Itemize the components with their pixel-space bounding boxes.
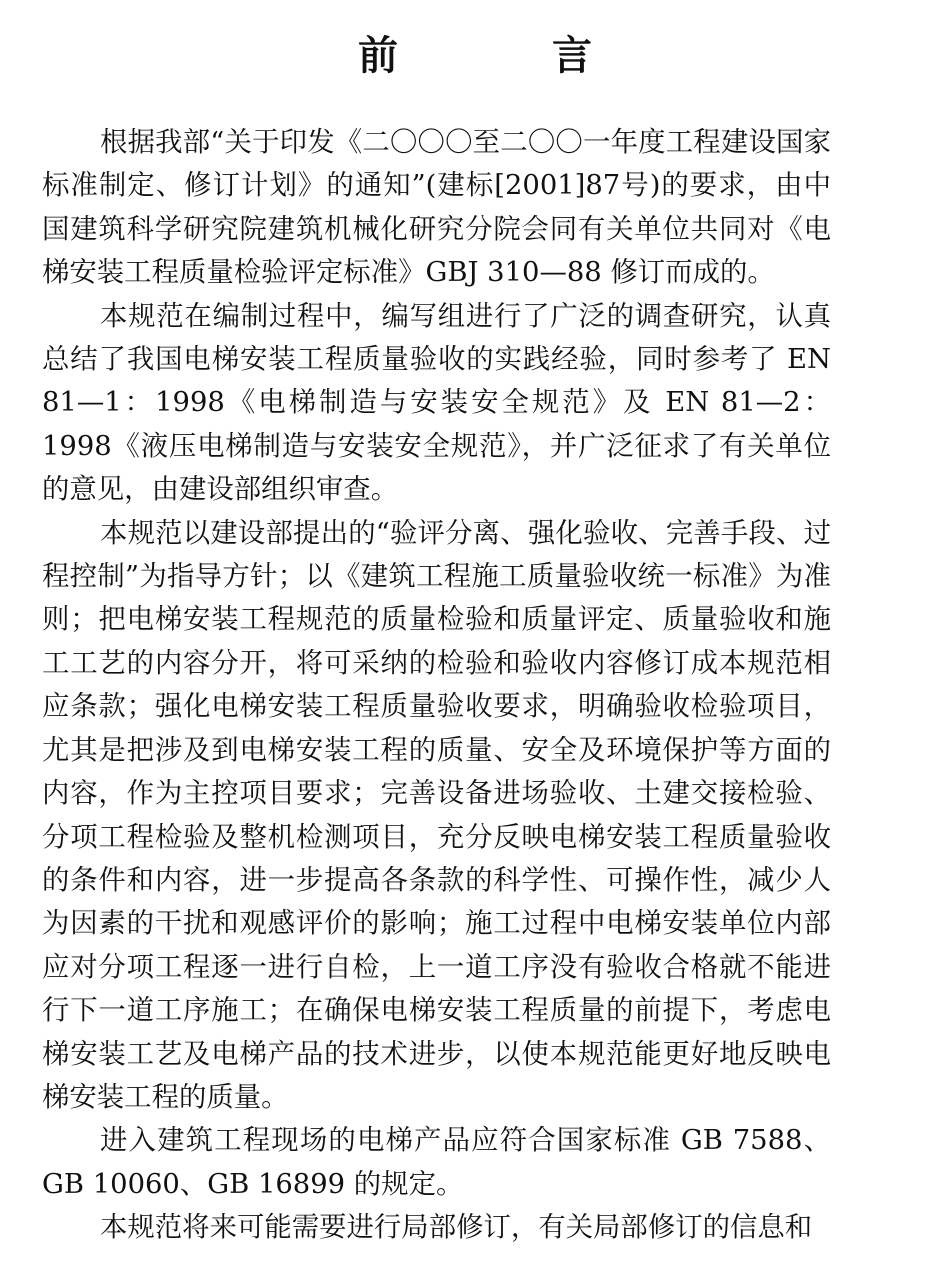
paragraph: 根据我部“关于印发《二〇〇〇至二〇〇一年度工程建设国家标准制定、修订计划》的通知”(建标[2001]87号)的要求，由中国建筑科学研究院建筑机械化研究分院会同有关单位共同对《电梯安装工程质量检验评定标准》GBJ 310—88 修订而成的。 bbox=[42, 127, 831, 289]
paragraph: 本规范以建设部提出的“验评分离、强化验收、完善手段、过程控制”为指导方针；以《建筑工程施工质量验收统一标准》为准则；把电梯安装工程规范的质量检验和质量评定、质量验收和施工工艺的内容分开，将可采纳的检验和验收内容修订成本规范相应条款；强化电梯安装工程质量验收要求，明确验收检验项目，尤其是把涉及到电梯安装工程的质量、安全及环境保护等方面的内容，作为主控项目要求；完善设备进场验收、土建交接检验、分项工程检验及整机检测项目，充分反映电梯安装工程质量验收的条件和内容，进一步提高各条款的科学性、可操作性，减少人为因素的干扰和观感评价的影响；施工过程中电梯安装单位内部应对分项工程逐一进行自检，上一道工序没有验收合格就不能进行下一道工序施工；在确保电梯安装工程质量的前提下，考虑电梯安装工艺及电梯产品的技术进步，以使本规范能更好地反映电梯安装工程的质量。 bbox=[42, 517, 831, 1113]
paragraph: 本规范在编制过程中，编写组进行了广泛的调查研究，认真总结了我国电梯安装工程质量验收的实践经验，同时参考了 EN 81—1：1998《电梯制造与安装安全规范》及 EN 81—2：1998《液压电梯制造与安装安全规范》，并广泛征求了有关单位的意见，由建设部组织审查。 bbox=[42, 300, 831, 506]
body-text bbox=[42, 121, 831, 1250]
paragraph: 本规范将来可能需要进行局部修订，有关局部修订的信息和 bbox=[100, 1212, 813, 1244]
page-title: 前 言 bbox=[358, 33, 662, 79]
paragraph: 进入建筑工程现场的电梯产品应符合国家标准 GB 7588、GB 10060、GB 16899 的规定。 bbox=[42, 1125, 831, 1200]
